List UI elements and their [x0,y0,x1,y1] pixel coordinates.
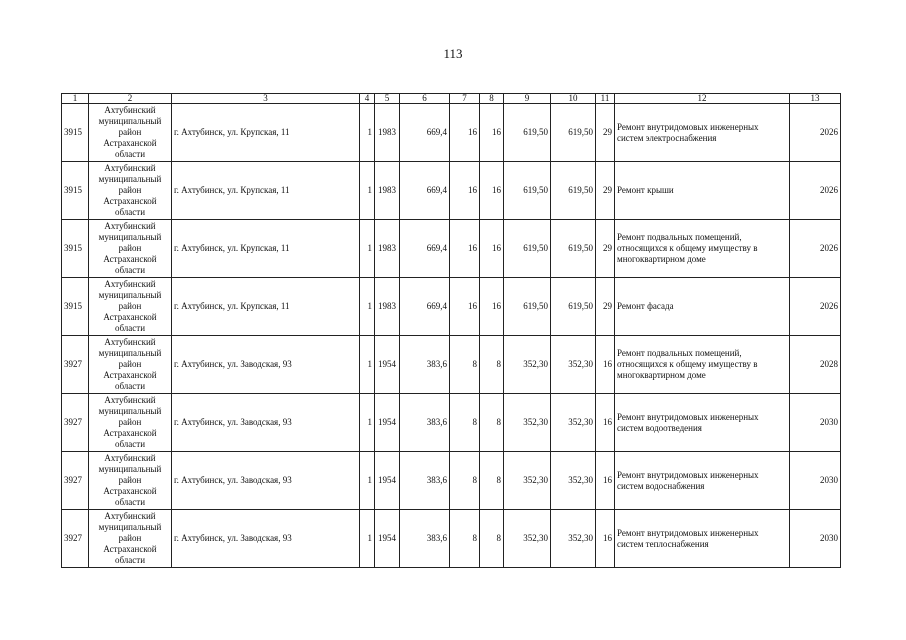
col-year-planned: 2026 [790,104,841,162]
col-8: 16 [480,104,504,162]
col-9: 619,50 [504,104,551,162]
col-11: 16 [596,394,615,452]
header-cell-1: 1 [62,94,89,104]
col-4: 1 [360,278,375,336]
col-area: 383,6 [400,336,450,394]
col-district: Ахтубинский муниципальный район Астраханской области [89,162,172,220]
col-11: 16 [596,336,615,394]
col-4: 1 [360,162,375,220]
col-4: 1 [360,394,375,452]
col-district: Ахтубинский муниципальный район Астраханской области [89,336,172,394]
col-address: г. Ахтубинск, ул. Крупская, 11 [172,278,360,336]
col-year-planned: 2030 [790,510,841,568]
col-district: Ахтубинский муниципальный район Астраханской области [89,278,172,336]
col-10: 619,50 [551,104,596,162]
col-year: 1983 [375,278,400,336]
col-8: 8 [480,394,504,452]
col-8: 8 [480,510,504,568]
col-index: 3915 [62,220,89,278]
col-10: 619,50 [551,220,596,278]
header-cell-7: 7 [450,94,480,104]
col-9: 352,30 [504,394,551,452]
col-work-type: Ремонт внутридомовых инженерных систем водоотведения [615,394,790,452]
col-11: 29 [596,104,615,162]
col-work-type: Ремонт подвальных помещений, относящихся к общему имуществу в многоквартирном доме [615,220,790,278]
col-district: Ахтубинский муниципальный район Астраханской области [89,104,172,162]
col-10: 352,30 [551,336,596,394]
col-year: 1954 [375,452,400,510]
table-row [62,452,841,510]
col-address: г. Ахтубинск, ул. Крупская, 11 [172,162,360,220]
col-year: 1954 [375,394,400,452]
col-9: 619,50 [504,162,551,220]
col-7: 8 [450,394,480,452]
col-9: 619,50 [504,278,551,336]
col-4: 1 [360,104,375,162]
col-year: 1954 [375,336,400,394]
col-8: 8 [480,336,504,394]
col-district: Ахтубинский муниципальный район Астраханской области [89,394,172,452]
col-4: 1 [360,336,375,394]
col-10: 352,30 [551,452,596,510]
col-4: 1 [360,220,375,278]
col-9: 352,30 [504,452,551,510]
table-row [62,278,841,336]
table-row [62,336,841,394]
table-row [62,104,841,162]
header-cell-13: 13 [790,94,841,104]
col-4: 1 [360,510,375,568]
col-work-type: Ремонт внутридомовых инженерных систем электроснабжения [615,104,790,162]
col-work-type: Ремонт фасада [615,278,790,336]
col-index: 3915 [62,278,89,336]
col-7: 8 [450,452,480,510]
col-year-planned: 2030 [790,452,841,510]
col-11: 16 [596,452,615,510]
col-area: 669,4 [400,278,450,336]
col-area: 669,4 [400,104,450,162]
header-row [62,94,841,104]
col-work-type: Ремонт внутридомовых инженерных систем водоснабжения [615,452,790,510]
col-7: 16 [450,162,480,220]
col-8: 16 [480,220,504,278]
col-index: 3927 [62,452,89,510]
col-index: 3927 [62,510,89,568]
header-cell-2: 2 [89,94,172,104]
col-10: 352,30 [551,394,596,452]
col-year: 1983 [375,162,400,220]
col-district: Ахтубинский муниципальный район Астраханской области [89,220,172,278]
col-11: 29 [596,278,615,336]
col-7: 8 [450,336,480,394]
table-row [62,510,841,568]
col-area: 669,4 [400,220,450,278]
col-work-type: Ремонт крыши [615,162,790,220]
table-row [62,394,841,452]
col-address: г. Ахтубинск, ул. Заводская, 93 [172,510,360,568]
col-year-planned: 2026 [790,220,841,278]
col-year: 1954 [375,510,400,568]
header-cell-8: 8 [480,94,504,104]
col-index: 3927 [62,394,89,452]
col-area: 383,6 [400,394,450,452]
col-4: 1 [360,452,375,510]
col-address: г. Ахтубинск, ул. Крупская, 11 [172,104,360,162]
col-area: 383,6 [400,510,450,568]
col-7: 16 [450,220,480,278]
col-address: г. Ахтубинск, ул. Заводская, 93 [172,452,360,510]
header-cell-6: 6 [400,94,450,104]
data-table [61,93,841,568]
header-cell-3: 3 [172,94,360,104]
header-cell-4: 4 [360,94,375,104]
header-cell-9: 9 [504,94,551,104]
col-index: 3915 [62,162,89,220]
col-10: 352,30 [551,510,596,568]
col-work-type: Ремонт подвальных помещений, относящихся к общему имуществу в многоквартирном доме [615,336,790,394]
col-area: 383,6 [400,452,450,510]
col-7: 16 [450,278,480,336]
header-cell-12: 12 [615,94,790,104]
col-year-planned: 2030 [790,394,841,452]
page-number: 113 [443,46,463,61]
col-8: 16 [480,162,504,220]
col-district: Ахтубинский муниципальный район Астраханской области [89,452,172,510]
col-11: 29 [596,220,615,278]
col-10: 619,50 [551,162,596,220]
header-cell-11: 11 [596,94,615,104]
col-10: 619,50 [551,278,596,336]
col-year: 1983 [375,220,400,278]
col-index: 3927 [62,336,89,394]
col-7: 16 [450,104,480,162]
table-row [62,220,841,278]
col-district: Ахтубинский муниципальный район Астраханской области [89,510,172,568]
col-year-planned: 2026 [790,278,841,336]
table-row [62,162,841,220]
col-9: 352,30 [504,336,551,394]
header-cell-10: 10 [551,94,596,104]
col-11: 29 [596,162,615,220]
header-cell-5: 5 [375,94,400,104]
col-index: 3915 [62,104,89,162]
col-11: 16 [596,510,615,568]
col-address: г. Ахтубинск, ул. Заводская, 93 [172,394,360,452]
col-work-type: Ремонт внутридомовых инженерных систем теплоснабжения [615,510,790,568]
col-year-planned: 2028 [790,336,841,394]
col-address: г. Ахтубинск, ул. Заводская, 93 [172,336,360,394]
col-year-planned: 2026 [790,162,841,220]
col-9: 352,30 [504,510,551,568]
col-address: г. Ахтубинск, ул. Крупская, 11 [172,220,360,278]
col-9: 619,50 [504,220,551,278]
col-8: 16 [480,278,504,336]
col-8: 8 [480,452,504,510]
col-year: 1983 [375,104,400,162]
col-area: 669,4 [400,162,450,220]
col-7: 8 [450,510,480,568]
